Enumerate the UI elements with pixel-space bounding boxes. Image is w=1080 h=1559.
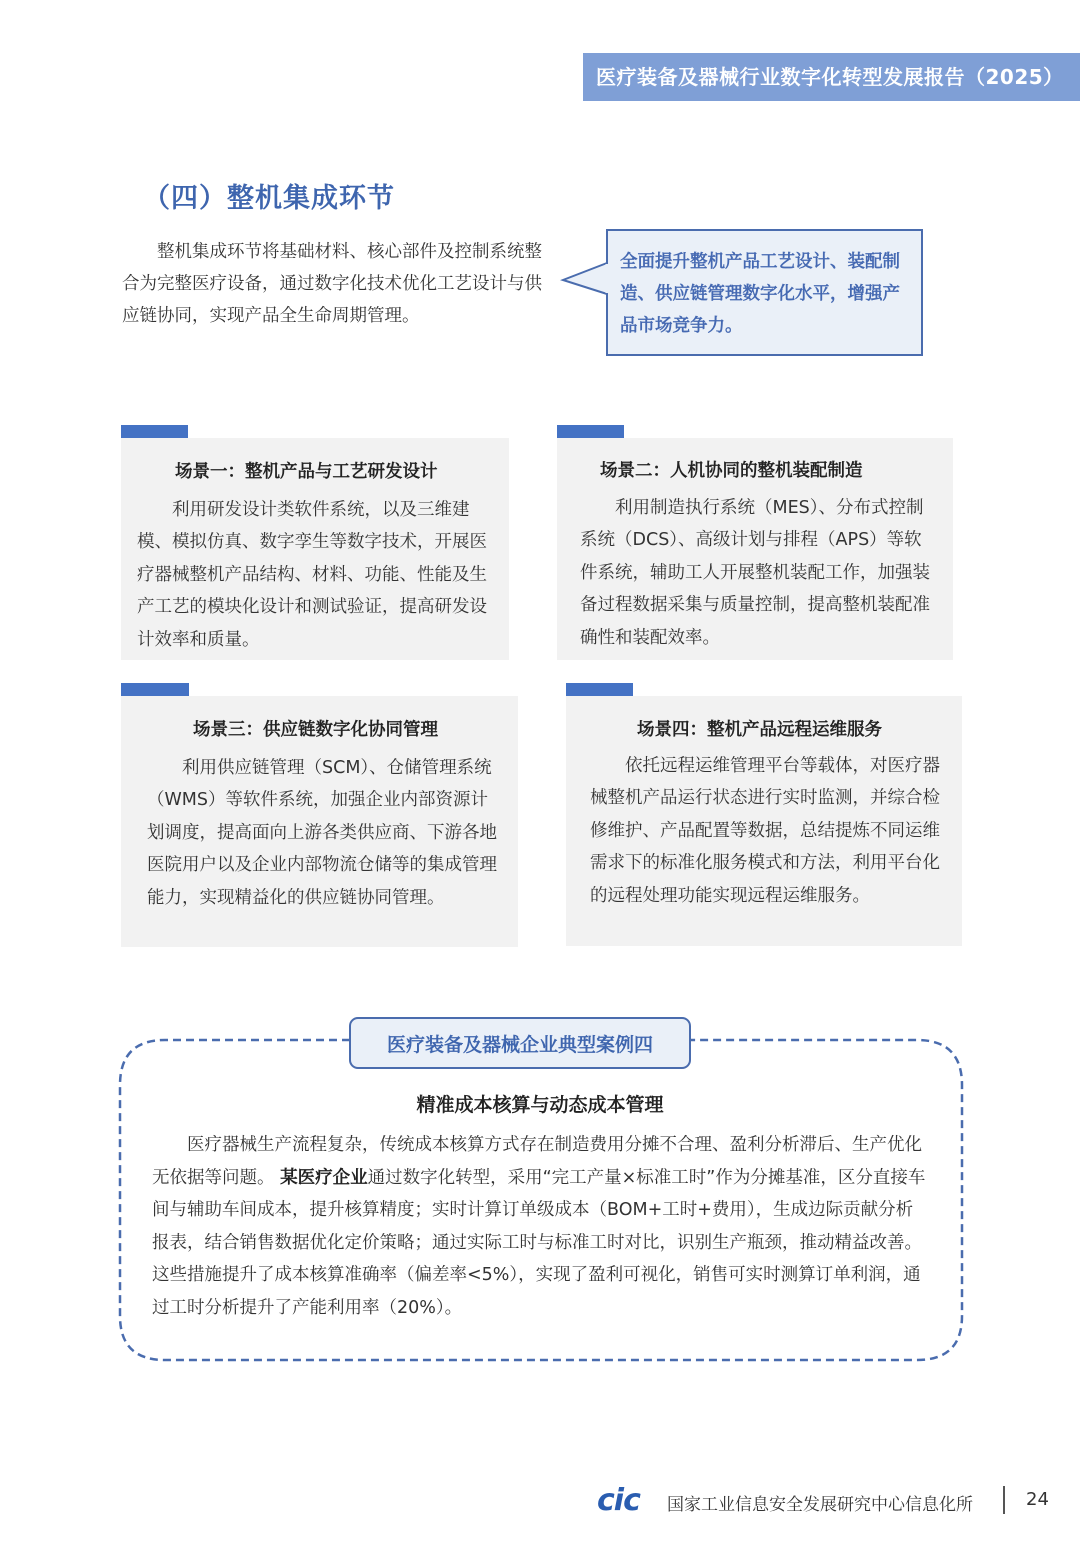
scenario-4-text: 依托远程运维管理平台等载体，对医疗器械整机产品运行状态进行实时监测，并综合检修维护、产品配置等数据，总结提炼不同运维需求下的标准化服务模式和方法，利用平台化的远程处理功能实现远程运维服务。 [590, 756, 940, 906]
intro-text: 整机集成环节将基础材料、核心部件及控制系统整合为完整医疗设备，通过数字化技术优化工艺设计与供应链协同，实现产品全生命周期管理。 [122, 242, 542, 326]
callout-text: 全面提升整机产品工艺设计、装配制造、供应链管理数字化水平，增强产品市场竞争力。 [620, 252, 900, 336]
scenario-1-text: 利用研发设计类软件系统，以及三维建模、模拟仿真、数字孪生等数字技术，开展医疗器械整机产品结构、材料、功能、性能及生产工艺的模块化设计和测试验证，提高研发设计效率和质量。 [137, 500, 487, 650]
footer-organization: 国家工业信息安全发展研究中心信息化所 [667, 1495, 973, 1515]
scenario-2-text: 利用制造执行系统（MES）、分布式控制系统（DCS）、高级计划与排程（APS）等软件系统，辅助工人开展整机装配工作，加强装备过程数据采集与质量控制，提高整机装配准确性和装配效率。 [580, 498, 930, 648]
case-title: 精准成本核算与动态成本管理 [416, 1094, 664, 1116]
case-text-part1: 医疗器械生产流程复杂，传统成本核算方式存在制造费用分摊不合理、盈利分析滞后、生产优化无依据等问题。 [152, 1135, 922, 1188]
case-text [152, 1129, 928, 1324]
footer-divider [1003, 1486, 1005, 1514]
scenario-4-title: 场景四：整机产品远程运维服务 [637, 720, 882, 740]
case-company: 某医疗企业 [280, 1167, 368, 1188]
case-body [152, 1129, 928, 1324]
scenario-3-title: 场景三：供应链数字化协同管理 [193, 720, 438, 740]
section-title: （四）整机集成环节 [143, 183, 395, 214]
page-number: 24 [1026, 1489, 1049, 1510]
cic-logo: cic [597, 1483, 640, 1518]
scenario-2-title: 场景二：人机协同的整机装配制造 [600, 461, 863, 481]
scenario-1-title: 场景一：整机产品与工艺研发设计 [175, 462, 438, 482]
scenario-3-text: 利用供应链管理（SCM）、仓储管理系统（WMS）等软件系统，加强企业内部资源计划调度，提高面向上游各类供应商、下游各地医院用户以及企业内部物流仓储等的集成管理能力，实现精益化的供应链协同管理。 [147, 758, 497, 908]
report-title: 医疗装备及器械行业数字化转型发展报告（2025） [596, 65, 1064, 89]
case-text-part2: 通过数字化转型，采用“完工产量×标准工时”作为分摊基准，区分直接车间与辅助车间成本，提升核算精度；实时计算订单级成本（BOM+工时+费用），生成边际贡献分析报表，结合销售数据优化定价策略；通过实际工时与标准工时对比，识别生产瓶颈，推动精益改善。这些措施提升了成本核算准确率（偏差率<5%），实现了盈利可视化，销售可实时测算订单利润，通过工时分析提升了产能利用率（20%）。 [152, 1167, 926, 1318]
case-label: 医疗装备及器械企业典型案例四 [386, 1033, 653, 1056]
